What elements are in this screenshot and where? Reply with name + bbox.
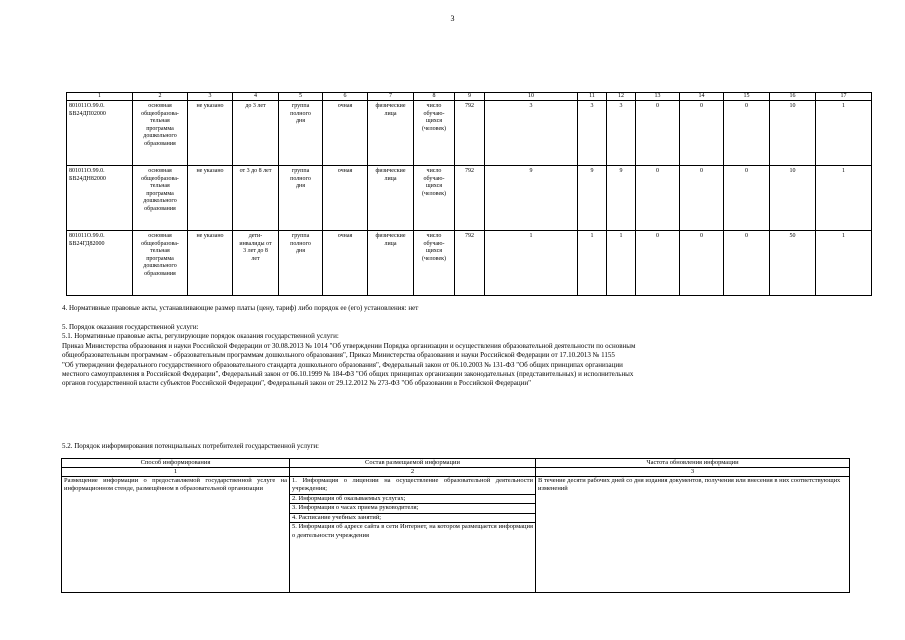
- table-cell: 9: [578, 166, 607, 231]
- section-5: [62, 323, 847, 389]
- section-5-1-subtitle: 5.1. Нормативные правовые акты, регулирующие порядок оказания государственной услуги:: [62, 332, 339, 341]
- table-cell: физические лица: [368, 101, 414, 166]
- table-cell: основная общеобразова- тельная программа дошкольного образования: [133, 231, 188, 296]
- information-item: 3. Информация о часах приема руководителя;: [290, 504, 535, 513]
- table-cell: до 3 лет: [233, 101, 279, 166]
- table-cell: 1: [607, 231, 636, 296]
- information-method: Размещение информации о предоставляемой государственной услуге на информационном стенде, размещённом в образовательной организации: [62, 477, 290, 593]
- header-frequency: Частота обновления информации: [536, 459, 850, 468]
- table-cell: 9: [607, 166, 636, 231]
- table-cell: 3: [607, 101, 636, 166]
- column-header: 2: [133, 93, 188, 101]
- table-cell: очная: [323, 166, 368, 231]
- table-cell: 50: [770, 231, 816, 296]
- regulation-line: Приказ Министерства образования и науки Российской Федерации от 30.08.2013 № 1014 "Об утверждении Порядка организации и осуществления образовательной деятельности по основным: [62, 341, 636, 350]
- table-cell: 9: [485, 166, 578, 231]
- table-cell: группа полного дня: [279, 166, 323, 231]
- table-cell: 10: [770, 166, 816, 231]
- table-cell: 792: [455, 231, 485, 296]
- table-cell: очная: [323, 101, 368, 166]
- column-number: 3: [536, 468, 850, 477]
- column-header: 16: [770, 93, 816, 101]
- table-cell: дети- инвалиды от 3 лет до 8 лет: [233, 231, 279, 296]
- column-header: 17: [816, 93, 872, 101]
- update-frequency: В течение десяти рабочих дней со дня издания документов, получения или внесения в них соответствующих изменений: [536, 477, 850, 593]
- column-header: 4: [233, 93, 279, 101]
- table-cell: 792: [455, 101, 485, 166]
- information-procedure-table: [61, 458, 850, 593]
- table-cell: основная общеобразова- тельная программа дошкольного образования: [133, 166, 188, 231]
- information-item: 5. Информация об адресе сайта в сети Интернет, на котором размещается информация о деятельности учреждения: [292, 523, 533, 539]
- table-cell: очная: [323, 231, 368, 296]
- table-cell: не указано: [188, 231, 233, 296]
- table-cell: от 3 до 8 лет: [233, 166, 279, 231]
- table-cell: группа полного дня: [279, 101, 323, 166]
- column-header: 7: [368, 93, 414, 101]
- table-cell: 1: [578, 231, 607, 296]
- column-header: 11: [578, 93, 607, 101]
- column-header: 13: [636, 93, 680, 101]
- table-cell: 10: [770, 101, 816, 166]
- column-header: 3: [188, 93, 233, 101]
- regulation-line: местного самоуправления в Российской Федерации", Федеральный закон от 06.10.1999 № 184-ФЗ "Об общих принципах организации законодательных (представительных) и исполнительных: [62, 370, 634, 379]
- table-cell: 3: [578, 101, 607, 166]
- table-cell: не указано: [188, 166, 233, 231]
- service-volume-table: [66, 92, 872, 296]
- regulation-line: общеобразовательным программам - образовательным программам дошкольного образования", Приказ Министерства образования и науки Российской Федерации от 17.10.2013 № 1155: [62, 351, 615, 360]
- regulation-line: "Об утверждении федерального государственного образовательного стандарта дошкольного образования", Федеральный закон от 06.10.2003 № 131-ФЗ "Об общих принципах организации: [62, 360, 623, 369]
- table-cell: 792: [455, 166, 485, 231]
- table-cell: 0: [680, 101, 724, 166]
- table-row: [67, 101, 872, 166]
- table-cell: не указано: [188, 101, 233, 166]
- table-cell: 0: [680, 166, 724, 231]
- section-5-title: 5. Порядок оказания государственной услуги:: [62, 323, 199, 331]
- column-header: 12: [607, 93, 636, 101]
- table-cell: основная общеобразова- тельная программа дошкольного образования: [133, 101, 188, 166]
- table-cell: 801011О.99.0. БВ24ДП02000: [67, 101, 133, 166]
- information-item: 1. Информация о лицензии на осуществление образовательной деятельности учреждения;: [290, 477, 535, 495]
- column-number: 2: [290, 468, 536, 477]
- page-number: 3: [450, 14, 455, 23]
- column-header: 1: [67, 93, 133, 101]
- table-cell: 1: [485, 231, 578, 296]
- regulation-line: органов государственной власти субъектов Российской Федерации", Федеральный закон от 29.12.2012 № 273-ФЗ "Об образовании в Российской Федерации": [62, 379, 532, 388]
- column-header: 9: [455, 93, 485, 101]
- column-number: 1: [62, 468, 290, 477]
- table-cell: 801011О.99.0. БВ24ГД82000: [67, 231, 133, 296]
- information-content-list: [290, 477, 536, 593]
- table-cell: 1: [816, 166, 872, 231]
- column-header: 14: [680, 93, 724, 101]
- table-cell: группа полного дня: [279, 231, 323, 296]
- table-cell: 801011О.99.0. БВ24ДН82000: [67, 166, 133, 231]
- table-cell: число обучаю- щихся (человек): [414, 101, 455, 166]
- table-cell: число обучаю- щихся (человек): [414, 231, 455, 296]
- column-header: 6: [323, 93, 368, 101]
- table-cell: 0: [636, 231, 680, 296]
- table-cell: 1: [816, 101, 872, 166]
- information-item: 2. Информация об оказываемых услугах;: [290, 495, 535, 504]
- table-cell: 0: [680, 231, 724, 296]
- section-5-2-title: 5.2. Порядок информирования потенциальных потребителей государственной услуги:: [62, 442, 320, 450]
- table-cell: физические лица: [368, 166, 414, 231]
- table-cell: 0: [636, 166, 680, 231]
- table-cell: физические лица: [368, 231, 414, 296]
- section-4-text: 4. Нормативные правовые акты, устанавливающие размер платы (цену, тариф) либо порядок ее (его) установления: нет: [62, 304, 419, 312]
- column-header: 5: [279, 93, 323, 101]
- information-item: 4. Расписание учебных занятий;: [290, 514, 535, 523]
- table-cell: 0: [724, 166, 770, 231]
- table-cell: 0: [724, 231, 770, 296]
- table-cell: 0: [636, 101, 680, 166]
- table-row: [67, 231, 872, 296]
- table-cell: 1: [816, 231, 872, 296]
- header-content: Состав размещаемой информации: [290, 459, 536, 468]
- column-header: 8: [414, 93, 455, 101]
- table-cell: число обучаю- щихся (человек): [414, 166, 455, 231]
- table-cell: 0: [724, 101, 770, 166]
- table-row: [67, 166, 872, 231]
- column-header: 15: [724, 93, 770, 101]
- column-header: 10: [485, 93, 578, 101]
- header-method: Способ информирования: [62, 459, 290, 468]
- table-cell: 3: [485, 101, 578, 166]
